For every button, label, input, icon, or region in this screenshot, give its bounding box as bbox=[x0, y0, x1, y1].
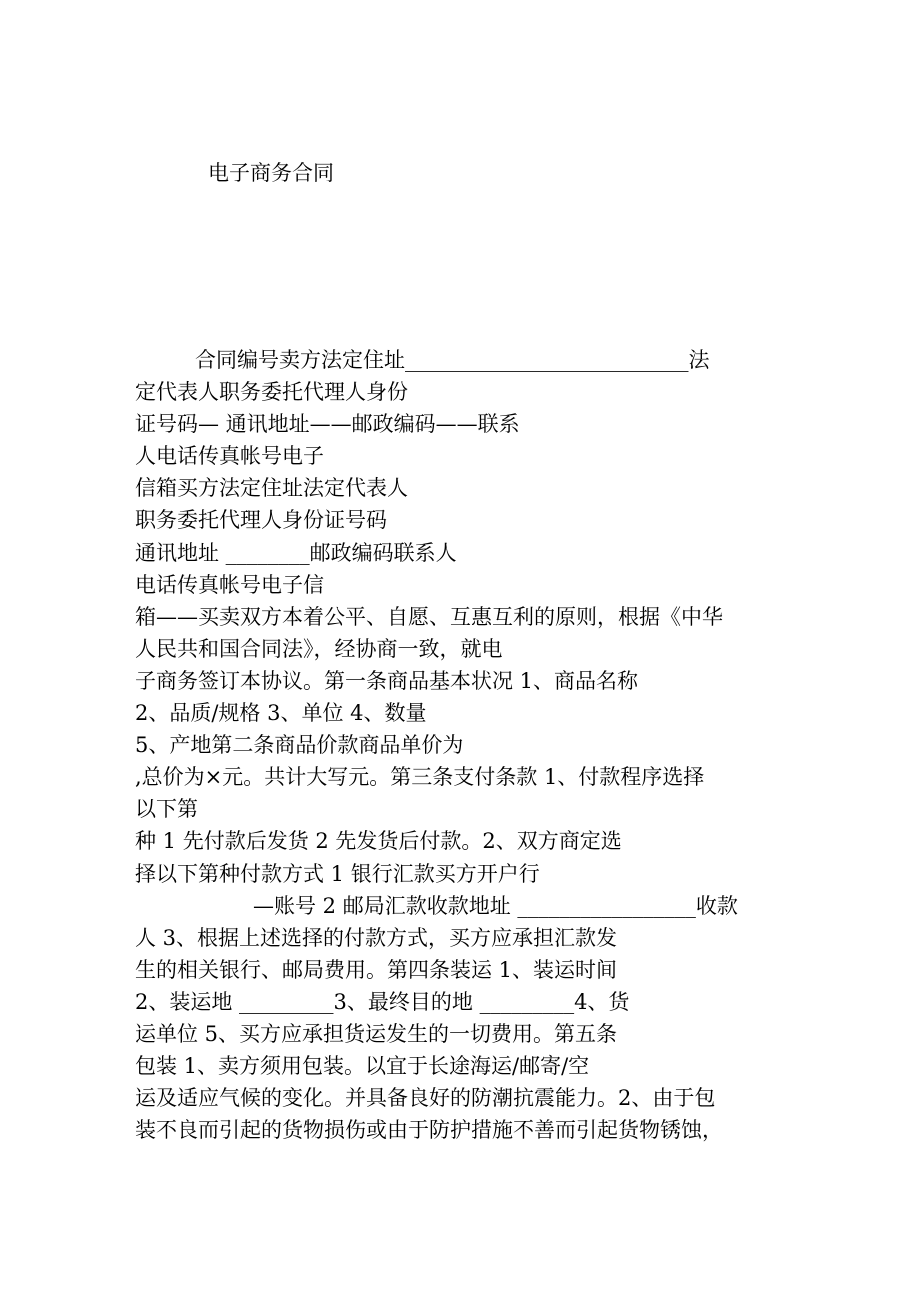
body-line: 证号码— 通讯地址——邮政编码——联系 bbox=[135, 412, 520, 437]
document-title: 电子商务合同 bbox=[208, 161, 334, 185]
body-line: 2、品质/规格 3、单位 4、数量 bbox=[135, 701, 427, 726]
body-line: 通讯地址 ________邮政编码联系人 bbox=[135, 540, 457, 565]
body-line: 种 1 先付款后发货 2 先发货后付款。2、双方商定选 bbox=[135, 829, 622, 854]
body-line: —账号 2 邮局汇款收款地址 _________________收款 bbox=[253, 893, 738, 918]
body-line: 生的相关银行、邮局费用。第四条装运 1、装运时间 bbox=[135, 957, 618, 982]
body-line: 装不良而引起的货物损伤或由于防护措施不善而引起货物锈蚀， bbox=[135, 1118, 723, 1143]
body-line: 定代表人职务委托代理人身份 bbox=[135, 380, 408, 405]
body-line: 子商务签订本协议。第一条商品基本状况 1、商品名称 bbox=[135, 668, 639, 693]
body-line: 人民共和国合同法》，经协商一致，就电 bbox=[135, 636, 503, 661]
body-line: ,总价为×元。共计大写元。第三条支付条款 1、付款程序选择 bbox=[135, 765, 705, 790]
body-line: 合同编号卖方法定住址___________________________法 bbox=[195, 348, 710, 372]
body-line: 择以下第种付款方式 1 银行汇款买方开户行 bbox=[135, 861, 540, 886]
body-line: 2、装运地 _________3、最终目的地 _________4、货 bbox=[135, 989, 630, 1014]
body-line: 信箱买方法定住址法定代表人 bbox=[135, 476, 408, 501]
body-line: 箱——买卖双方本着公平、自愿、互惠互利的原则，根据《中华 bbox=[135, 604, 723, 629]
body-line: 职务委托代理人身份证号码 bbox=[135, 508, 387, 533]
body-line: 人 3、根据上述选择的付款方式，买方应承担汇款发 bbox=[135, 925, 618, 950]
body-line: 5、产地第二条商品价款商品单价为 bbox=[135, 733, 464, 758]
body-line: 以下第 bbox=[135, 797, 198, 822]
body-line: 运单位 5、买方应承担货运发生的一切费用。第五条 bbox=[135, 1021, 618, 1046]
body-line: 包装 1、卖方须用包装。以宜于长途海运/邮寄/空 bbox=[135, 1054, 590, 1079]
body-line: 电话传真帐号电子信 bbox=[135, 572, 324, 597]
body-line: 运及适应气候的变化。并具备良好的防潮抗震能力。2、由于包 bbox=[135, 1086, 716, 1111]
body-line: 人电话传真帐号电子 bbox=[135, 444, 324, 469]
contract-body bbox=[0, 344, 920, 1146]
